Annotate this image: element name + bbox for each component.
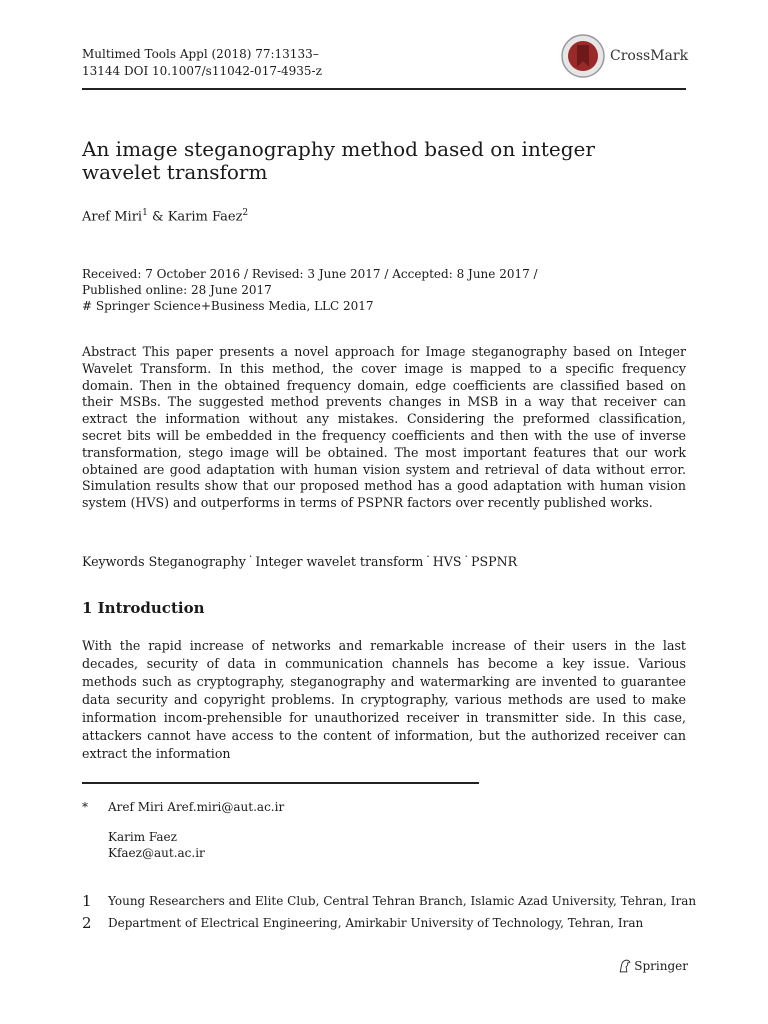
- author-connector: &: [151, 209, 164, 225]
- copyright-line: # Springer Science+Business Media, LLC 2017: [82, 299, 374, 313]
- paper-title: An image steganography method based on integer wavelet transform: [82, 137, 595, 184]
- publication-dates: [82, 266, 686, 314]
- corresponding-author-email[interactable]: Aref Miri Aref.miri@aut.ac.ir: [108, 800, 285, 814]
- journal-reference: Multimed Tools Appl (2018) 77:13133–13144 DOI 10.1007/s11042-017-4935-z: [82, 47, 322, 78]
- author-name[interactable]: Karim Faez: [167, 209, 243, 225]
- affiliation-number: 2: [82, 914, 92, 932]
- affiliation-text: Young Researchers and Elite Club, Central Tehran Branch, Islamic Azad University, Tehran, Iran: [108, 894, 697, 908]
- affiliation-marker: 2: [242, 208, 249, 218]
- keyword-separator: ·: [464, 550, 468, 563]
- crossmark-label: CrossMark: [610, 48, 689, 64]
- keyword-separator: ·: [426, 550, 430, 563]
- footnote-divider: [82, 782, 479, 784]
- coauthor-email[interactable]: Kfaez@aut.ac.ir: [108, 846, 205, 860]
- coauthor-name: Karim Faez: [108, 830, 177, 844]
- section-body: With the rapid increase of networks and remarkable increase of their users in the last decades, security of data in communication channels has become a key issue. Various methods such as cryptography, steganography and watermarking are invented to guarantee data security and copyright problems. In cryptography, various methods are used to make information incom-prehensible for unauthorized receiver in transmitter side. In this case, attackers cannot have access to the content of information, but the authorized receiver can extract the information: [82, 638, 686, 761]
- keyword: Steganography: [148, 554, 246, 569]
- author-name[interactable]: Aref Miri: [82, 209, 143, 225]
- springer-label: Springer: [634, 959, 688, 973]
- keyword: HVS: [432, 554, 462, 569]
- keywords: [82, 550, 686, 569]
- keyword: PSPNR: [471, 554, 518, 569]
- affiliation-marker: 1: [142, 208, 148, 218]
- crossmark-badge[interactable]: [560, 33, 690, 79]
- keyword-separator: ·: [248, 550, 253, 563]
- author-list: [82, 208, 248, 224]
- crossmark-icon: [560, 33, 606, 79]
- date-line: Received: 7 October 2016 / Revised: 3 June 2017 / Accepted: 8 June 2017 /: [82, 267, 538, 281]
- date-line: Published online: 28 June 2017: [82, 283, 272, 297]
- section-heading: 1 Introduction: [82, 599, 205, 617]
- springer-horse-icon: [618, 956, 631, 976]
- header-divider: [82, 88, 686, 90]
- affiliation-number: 1: [82, 892, 92, 910]
- affiliation-text: Department of Electrical Engineering, Amirkabir University of Technology, Tehran, Iran: [108, 916, 644, 930]
- keyword: Integer wavelet transform: [255, 554, 424, 569]
- springer-logo: [618, 954, 688, 978]
- keywords-label: Keywords: [82, 554, 145, 569]
- footnote-marker: *: [82, 800, 88, 814]
- abstract: Abstract This paper presents a novel approach for Image steganography based on Integer Wavelet Transform. In this method, the cover image is mapped to a specific frequency domain. Then in the obtained frequency domain, edge coefficients are classified based on their MSBs. The suggested method prevents changes in MSB in a way that receiver can extract the information without any mistakes. Considering the preformed classification, secret bits will be embedded in the frequency coefficients and then with the use of inverse transformation, stego image will be obtained. The most important features that our work obtained are good adaptation with human vision system and retrieval of data without error. Simulation results show that our proposed method has a good adaptation with human vision system (HVS) and outperforms in terms of PSPNR factors over recently published works.: [82, 344, 686, 511]
